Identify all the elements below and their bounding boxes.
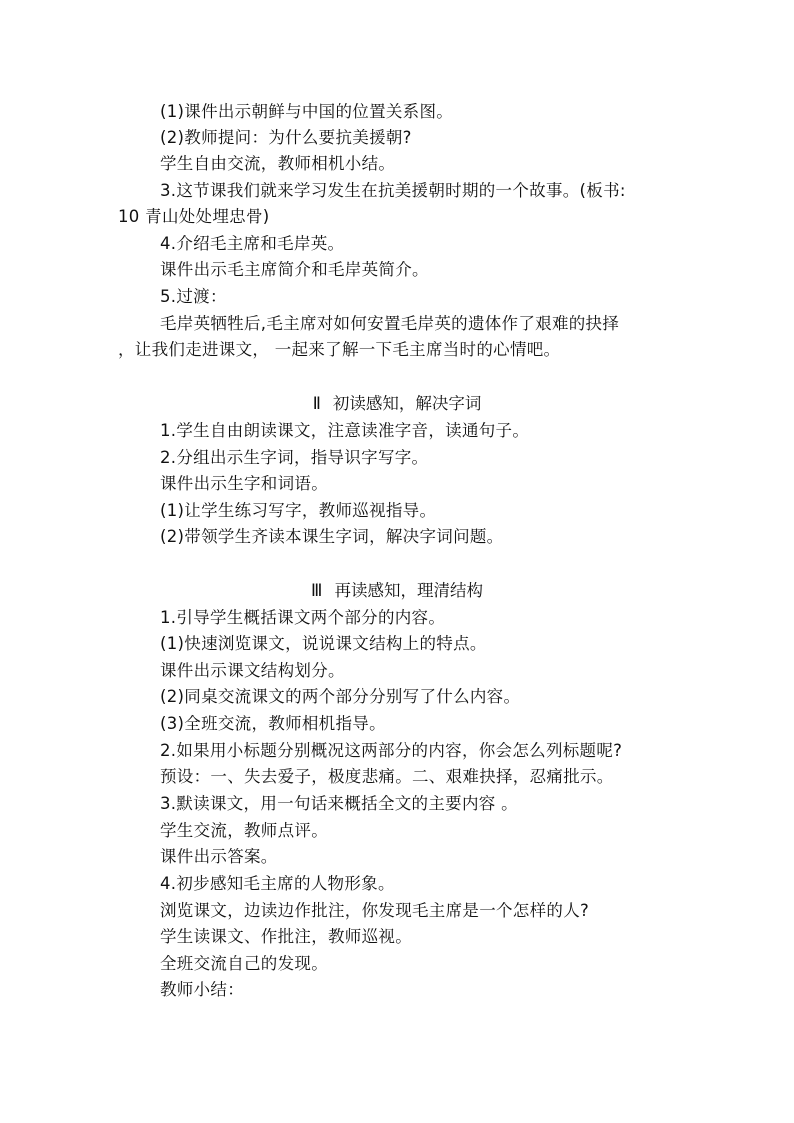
text-line: 毛岸英牺牲后,毛主席对如何安置毛岸英的遗体作了艰难的抉择 [160, 314, 620, 333]
text-line: 2.分组出示生字词，指导识字写字。 [160, 448, 429, 467]
text-line: 1.学生自由朗读课文，注意读准字音，读通句子。 [160, 421, 530, 440]
text-line: (3)全班交流，教师相机指导。 [160, 714, 386, 733]
text-line: 预设：一、失去爱子，极度悲痛。二、艰难抉择，忍痛批示。 [160, 767, 614, 786]
text-line: (2)同桌交流课文的两个部分分别写了什么内容。 [160, 687, 521, 706]
text-line: 3.默读课文，用一句话来概括全文的主要内容 。 [160, 794, 518, 813]
text-line: (2)带领学生齐读本课生字词，解决字词问题。 [160, 527, 504, 546]
text-line: 3.这节课我们就来学习发生在抗美援朝时期的一个故事。(板书: [160, 181, 626, 200]
text-line: ，让我们走进课文， 一起来了解一下毛主席当时的心情吧。 [118, 340, 561, 359]
section-title: 再读感知，理清结构 [334, 581, 483, 600]
section-numeral: Ⅲ [311, 581, 323, 600]
section-numeral: Ⅱ [312, 394, 321, 413]
text-line: (1)课件出示朝鲜与中国的位置关系图。 [160, 102, 454, 121]
text-line: 5.过渡： [160, 287, 227, 306]
section-title: 初读感知，解决字词 [332, 394, 482, 413]
text-line: 教师小结： [160, 980, 244, 999]
text-line: 学生自由交流，教师相机小结。 [160, 154, 396, 173]
text-line: 2.如果用小标题分别概况这两部分的内容，你会怎么列标题呢? [160, 741, 623, 760]
text-line: 4.介绍毛主席和毛岸英。 [160, 234, 345, 253]
text-line: 课件出示生字和词语。 [160, 474, 328, 493]
text-line: 全班交流自己的发现。 [160, 954, 328, 973]
text-line: 课件出示答案。 [160, 847, 278, 866]
text-line: (1)让学生练习写字，教师巡视指导。 [160, 501, 437, 520]
section-heading [0, 581, 794, 601]
text-line: 课件出示课文结构划分。 [160, 661, 345, 680]
text-line: 浏览课文，边读边作批注，你发现毛主席是一个怎样的人? [160, 901, 590, 920]
text-line: 学生读课文、作批注，教师巡视。 [160, 927, 412, 946]
text-line: 10 青山处处埋忠骨) [118, 207, 270, 226]
text-line: 课件出示毛主席简介和毛岸英简介。 [160, 260, 429, 279]
section-heading [0, 394, 794, 414]
text-line: 学生交流，教师点评。 [160, 821, 328, 840]
text-line: (2)教师提问：为什么要抗美援朝? [160, 128, 412, 147]
text-line: 1.引导学生概括课文两个部分的内容。 [160, 608, 446, 627]
text-line: (1)快速浏览课文，说说课文结构上的特点。 [160, 634, 487, 653]
text-line: 4.初步感知毛主席的人物形象。 [160, 874, 395, 893]
